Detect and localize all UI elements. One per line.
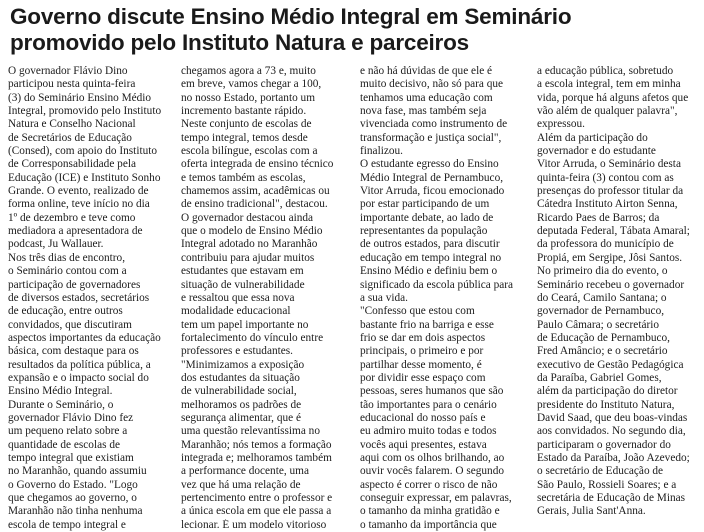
text-line: aqui com os olhos brilhando, ao bbox=[360, 451, 505, 464]
text-line: de Corresponsabilidade pela bbox=[8, 158, 136, 171]
text-line: de vulnerabilidade social, bbox=[181, 385, 297, 398]
text-line: chamemos assim, acadêmicas ou bbox=[181, 185, 330, 198]
text-line: Educação (ICE) e Instituto Sonho bbox=[8, 171, 161, 184]
text-line: o tamanho da minha gratidão e bbox=[360, 505, 500, 518]
text-line: modalidade educacional bbox=[181, 305, 291, 318]
text-line: professores e estudantes. bbox=[181, 345, 293, 358]
text-line: eu admiro muito todas e todos bbox=[360, 425, 497, 438]
text-line: lecionar. É um modelo vitorioso bbox=[181, 518, 327, 531]
text-line: secretária de Educação de Minas bbox=[537, 492, 686, 504]
text-line: a sua vida. bbox=[360, 291, 408, 304]
text-line: Fred Amâncio; e o secretário bbox=[537, 345, 668, 358]
text-line: convidados, que discutiram bbox=[8, 318, 132, 331]
headline bbox=[10, 4, 700, 56]
text-line: um pequeno relato sobre a bbox=[8, 425, 128, 438]
text-line: vão além de qualquer palavra", bbox=[537, 105, 678, 118]
text-line: Neste conjunto de escolas de bbox=[181, 118, 312, 131]
text-line: a escola integral, tem em minha bbox=[537, 78, 681, 91]
text-line: participou nesta quinta-feira bbox=[8, 78, 136, 91]
text-line: Vitor Arruda, ficou emocionado bbox=[360, 185, 505, 198]
text-line: educacional do nosso país e bbox=[360, 411, 486, 424]
text-line: escola de tempo integral e bbox=[8, 518, 126, 531]
text-line: aos convidados. No segundo dia, bbox=[537, 425, 686, 438]
text-line: participaram o governador do bbox=[537, 438, 671, 451]
text-line: 1º de dezembro e teve como bbox=[8, 211, 136, 224]
text-line: além da participação do diretor bbox=[537, 385, 678, 398]
text-line: integrada e; melhoramos também bbox=[181, 451, 332, 464]
text-line: de educação, entre outros bbox=[8, 305, 123, 318]
text-line: Durante o Seminário, o bbox=[8, 398, 114, 411]
text-line: do Ceará, Camilo Santana; o bbox=[537, 291, 667, 304]
text-line: finalizou. bbox=[360, 145, 403, 158]
text-line: David Saad, que deu boas-vindas bbox=[537, 411, 688, 424]
text-line: vivenciada como instrumento de bbox=[360, 118, 508, 131]
text-line: deputada Federal, Tábata Amaral; bbox=[537, 225, 690, 238]
text-line: quinta-feira (3) contou com as bbox=[537, 171, 674, 184]
text-line: muito decisivo, não só para que bbox=[360, 78, 504, 91]
text-line: aspecto é correr o risco de não bbox=[360, 478, 498, 491]
text-line: bastante frio na barriga e esse bbox=[360, 318, 494, 331]
text-line: executivo de Gestão Pedagógica bbox=[537, 358, 684, 371]
text-line: partilhar desse momento, é bbox=[360, 358, 482, 371]
text-line: forma online, teve início no dia bbox=[8, 198, 150, 211]
text-line: tempo integral, temos desde bbox=[181, 131, 308, 144]
text-line: estudantes que estavam em bbox=[181, 265, 304, 278]
text-line: Natura e Conselho Nacional bbox=[8, 118, 136, 131]
text-line: de ensino tradicional", destacou. bbox=[181, 198, 328, 211]
text-line: Integral adotado no Maranhão bbox=[181, 238, 318, 251]
text-line: Nos três dias de encontro, bbox=[8, 251, 126, 264]
text-line: e não há dúvidas de que ele é bbox=[360, 65, 493, 77]
text-line: o Seminário contou com a bbox=[8, 265, 127, 278]
text-line: fortalecimento do vínculo entre bbox=[181, 331, 324, 344]
text-line: principais, o primeiro e por bbox=[360, 345, 484, 358]
text-line: da professora do município de bbox=[537, 238, 674, 251]
text-line: por estar participando de um bbox=[360, 198, 490, 211]
text-line: e ressaltou que essa nova bbox=[181, 291, 295, 304]
text-line: o secretário de Educação de bbox=[537, 465, 664, 478]
text-line: pertencimento entre o professor e bbox=[181, 492, 333, 504]
text-line: aspectos importantes da educação bbox=[8, 331, 161, 344]
article-column-1 bbox=[8, 65, 176, 532]
text-line: tenhamos uma educação com bbox=[360, 91, 493, 104]
text-line: Integral, promovido pelo Instituto bbox=[8, 105, 162, 118]
text-line: importante debate, ao lado de bbox=[360, 211, 494, 224]
text-line: Grande. O evento, realizado de bbox=[8, 185, 149, 198]
article-column-3 bbox=[360, 65, 528, 532]
text-line: ouvir vocês falarem. O segundo bbox=[360, 465, 504, 478]
text-line: vocês aqui presentes, estava bbox=[360, 438, 487, 451]
text-line: que chegamos ao governo, o bbox=[8, 492, 137, 504]
text-line: da Paraíba, Gabriel Gomes, bbox=[537, 371, 662, 384]
text-line: de diversos estados, secretários bbox=[8, 291, 150, 304]
text-line: vida, porque há alguns afetos que bbox=[537, 91, 689, 104]
text-line: presidente do Instituto Natura, bbox=[537, 398, 675, 411]
text-line: "Minimizamos a exposição bbox=[181, 358, 305, 371]
text-line: Vitor Arruda, o Seminário desta bbox=[537, 158, 681, 171]
text-line: tempo integral que existiam bbox=[8, 451, 134, 464]
text-line: por dividir esse espaço com bbox=[360, 371, 486, 384]
text-line: educação em tempo integral no bbox=[360, 251, 502, 264]
text-line: transformação e justiça social", bbox=[360, 131, 502, 144]
headline-line: Governo discute Ensino Médio Integral em Seminário bbox=[10, 4, 572, 29]
text-line: Ensino Médio e definiu bem o bbox=[360, 265, 498, 278]
text-line: quantidade de escolas de bbox=[8, 438, 120, 451]
text-line: dos estudantes da situação bbox=[181, 371, 300, 384]
text-line: no nosso Estado, portanto um bbox=[181, 91, 315, 104]
text-line: vez que há uma relação de bbox=[181, 478, 301, 491]
text-line: Maranhão; nós temos a formação bbox=[181, 438, 332, 451]
headline-line: promovido pelo Instituto Natura e parceiros bbox=[10, 30, 469, 55]
text-line: O governador destacou ainda bbox=[181, 211, 314, 224]
text-line: a única escola em que ele passa a bbox=[181, 505, 332, 518]
text-line: "Confesso que estou com bbox=[360, 305, 475, 318]
text-line: podcast, Ju Wallauer. bbox=[8, 238, 104, 251]
text-line: Gerais, Julia Sant'Anna. bbox=[537, 505, 646, 518]
text-line: o tamanho da importância que bbox=[360, 518, 497, 531]
text-line: expressou. bbox=[537, 118, 586, 131]
text-line: no Maranhão, quando assumiu bbox=[8, 465, 147, 478]
text-line: resultados da política pública, a bbox=[8, 358, 151, 371]
text-line: o Governo do Estado. "Logo bbox=[8, 478, 138, 491]
text-line: de Educação de Pernambuco, bbox=[537, 331, 670, 344]
text-line: expansão e o impacto social do bbox=[8, 371, 149, 384]
text-line: escola bilíngue, escolas com a bbox=[181, 145, 318, 158]
text-line: Propiá, em Sergipe, Jôsi Santos. bbox=[537, 251, 683, 264]
text-line: segurança alimentar, que é bbox=[181, 411, 301, 424]
article-column-2 bbox=[181, 65, 349, 532]
text-line: e temos também as escolas, bbox=[181, 171, 306, 184]
text-line: O governador Flávio Dino bbox=[8, 65, 128, 77]
text-line: melhoramos os padrões de bbox=[181, 398, 302, 411]
text-line: de outros estados, para discutir bbox=[360, 238, 500, 251]
text-line: Estado da Paraíba, João Azevedo; bbox=[537, 451, 690, 464]
text-line: Paulo Câmara; o secretário bbox=[537, 318, 660, 331]
text-line: Ensino Médio Integral. bbox=[8, 385, 113, 398]
text-line: (Consed), com apoio do Instituto bbox=[8, 145, 158, 158]
text-line: (3) do Seminário Ensino Médio bbox=[8, 91, 152, 104]
text-line: que o modelo de Ensino Médio bbox=[181, 225, 323, 238]
text-line: pessoas, seres humanos que são bbox=[360, 385, 504, 398]
text-line: contribuiu para ajudar muitos bbox=[181, 251, 315, 264]
text-line: conseguir expressar, em palavras, bbox=[360, 492, 512, 504]
article-column-4 bbox=[537, 65, 704, 519]
text-line: significado da escola pública para bbox=[360, 278, 514, 291]
text-line: Médio Integral de Pernambuco, bbox=[360, 171, 504, 184]
text-line: Cátedra Instituto Airton Senna, bbox=[537, 198, 678, 211]
text-line: Seminário recebeu o governador bbox=[537, 278, 685, 291]
text-line: participação de governadores bbox=[8, 278, 141, 291]
text-line: a educação pública, sobretudo bbox=[537, 65, 674, 77]
text-line: Ricardo Paes de Barros; da bbox=[537, 211, 660, 224]
text-line: uma questão relevantíssima no bbox=[181, 425, 320, 438]
text-line: situação de vulnerabilidade bbox=[181, 278, 305, 291]
text-line: tão importantes para o cenário bbox=[360, 398, 497, 411]
text-line: O estudante egresso do Ensino bbox=[360, 158, 499, 171]
text-line: representantes da população bbox=[360, 225, 488, 238]
text-line: presenças do professor titular da bbox=[537, 185, 684, 198]
text-line: governador de Pernambuco, bbox=[537, 305, 665, 318]
text-line: São Paulo, Rossieli Soares; e a bbox=[537, 478, 677, 491]
text-line: Maranhão não tinha nenhuma bbox=[8, 505, 143, 518]
text-line: oferta integrada de ensino técnico bbox=[181, 158, 334, 171]
text-line: governador e do estudante bbox=[537, 145, 656, 158]
text-line: chegamos agora a 73 e, muito bbox=[181, 65, 316, 77]
text-line: de Secretários de Educação bbox=[8, 131, 132, 144]
text-line: No primeiro dia do evento, o bbox=[537, 265, 668, 278]
text-line: básica, com destaque para os bbox=[8, 345, 139, 358]
text-line: a performance docente, uma bbox=[181, 465, 309, 478]
text-line: mediadora a apresentadora de bbox=[8, 225, 143, 238]
text-line: governador Flávio Dino fez bbox=[8, 411, 134, 424]
text-line: tem um papel importante no bbox=[181, 318, 309, 331]
text-line: frio se dar em dois aspectos bbox=[360, 331, 486, 344]
text-line: Além da participação do bbox=[537, 131, 648, 144]
text-line: nova fase, mas também seja bbox=[360, 105, 487, 118]
text-line: incremento bastante rápido. bbox=[181, 105, 307, 118]
text-line: em breve, vamos chegar a 100, bbox=[181, 78, 322, 91]
